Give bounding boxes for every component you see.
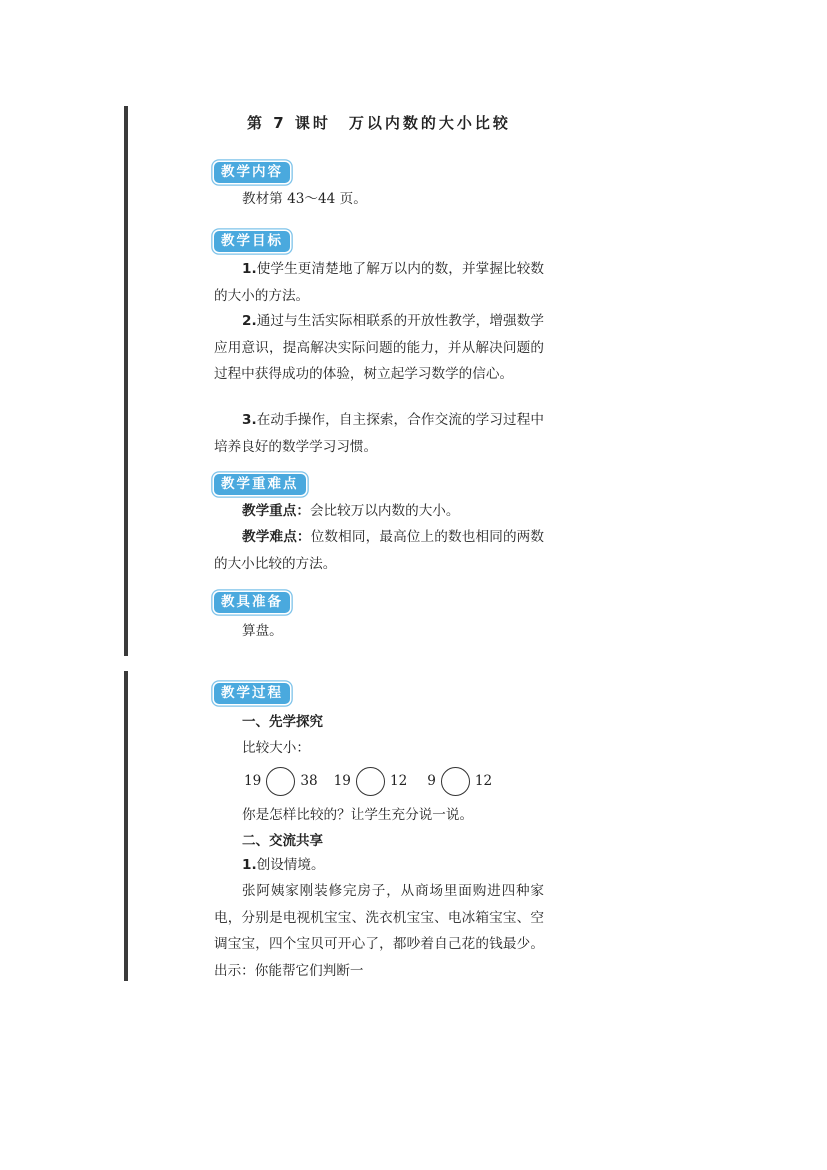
compare-left-number: 19	[333, 773, 351, 789]
goal-item-2	[214, 308, 544, 388]
step1-text: 创设情境。	[256, 857, 325, 873]
comparison-row	[244, 766, 492, 796]
teaching-tools-text: 算盘。	[242, 623, 283, 639]
compare-right-number: 12	[474, 773, 493, 789]
margin-rule-bottom	[124, 671, 128, 981]
badge-teaching-tools: 教具准备	[214, 592, 290, 613]
difficult-point-text: 位数相同，最高位上的数也相同的两数的大小比较的方法。	[214, 529, 545, 572]
key-point	[214, 498, 544, 525]
goal-text: 通过与生活实际相联系的开放性教学，增强数学应用意识，提高解决实际问题的能力，并从解决问题的过程中获得成功的体验，树立起学习数学的信心。	[214, 313, 544, 382]
part2-title: 二、交流共享	[242, 833, 323, 849]
badge-teaching-goals: 教学目标	[214, 231, 290, 252]
compare-question: 你是怎样比较的？让学生充分说一说。	[242, 807, 474, 823]
goal-text: 在动手操作，自主探索，合作交流的学习过程中培养良好的数学学习习惯。	[214, 412, 544, 455]
margin-rule-top	[124, 106, 128, 656]
teaching-content-text: 教材第 43～44 页。	[242, 191, 367, 207]
goal-text: 使学生更清楚地了解万以内的数，并掌握比较数的大小的方法。	[214, 261, 544, 304]
compare-left-number: 9	[427, 773, 436, 789]
key-point-label: 教学重点：	[242, 503, 310, 519]
compare-blank-circle	[266, 767, 295, 796]
part1-title: 一、先学探究	[242, 714, 323, 730]
goal-item-3	[214, 407, 544, 460]
step1-number: 1.	[242, 857, 257, 873]
goal-item-1	[214, 256, 544, 309]
compare-right-number: 12	[389, 773, 408, 789]
badge-key-points: 教学重难点	[214, 474, 306, 495]
compare-blank-circle	[356, 767, 385, 796]
compare-prompt: 比较大小：	[242, 740, 310, 756]
compare-left-number: 19	[244, 773, 262, 789]
compare-blank-circle	[441, 767, 470, 796]
story-paragraph: 张阿姨家刚装修完房子，从商场里面购进四种家电，分别是电视机宝宝、洗衣机宝宝、电冰箱宝宝、空调宝宝，四个宝贝可开心了，都吵着自己花的钱最少。出示：你能帮它们判断一	[214, 883, 544, 979]
goal-number: 3.	[242, 412, 257, 428]
difficult-point-label: 教学难点：	[242, 529, 311, 545]
lesson-title: 第 7 课时 万以内数的大小比较	[247, 114, 511, 132]
step1	[242, 852, 325, 878]
compare-right-number: 38	[300, 773, 318, 789]
key-point-text: 会比较万以内数的大小。	[309, 503, 460, 519]
badge-teaching-content: 教学内容	[214, 162, 290, 183]
badge-teaching-process: 教学过程	[214, 683, 290, 704]
goal-number: 2.	[242, 313, 257, 329]
goal-number: 1.	[242, 261, 257, 277]
difficult-point	[214, 524, 544, 577]
